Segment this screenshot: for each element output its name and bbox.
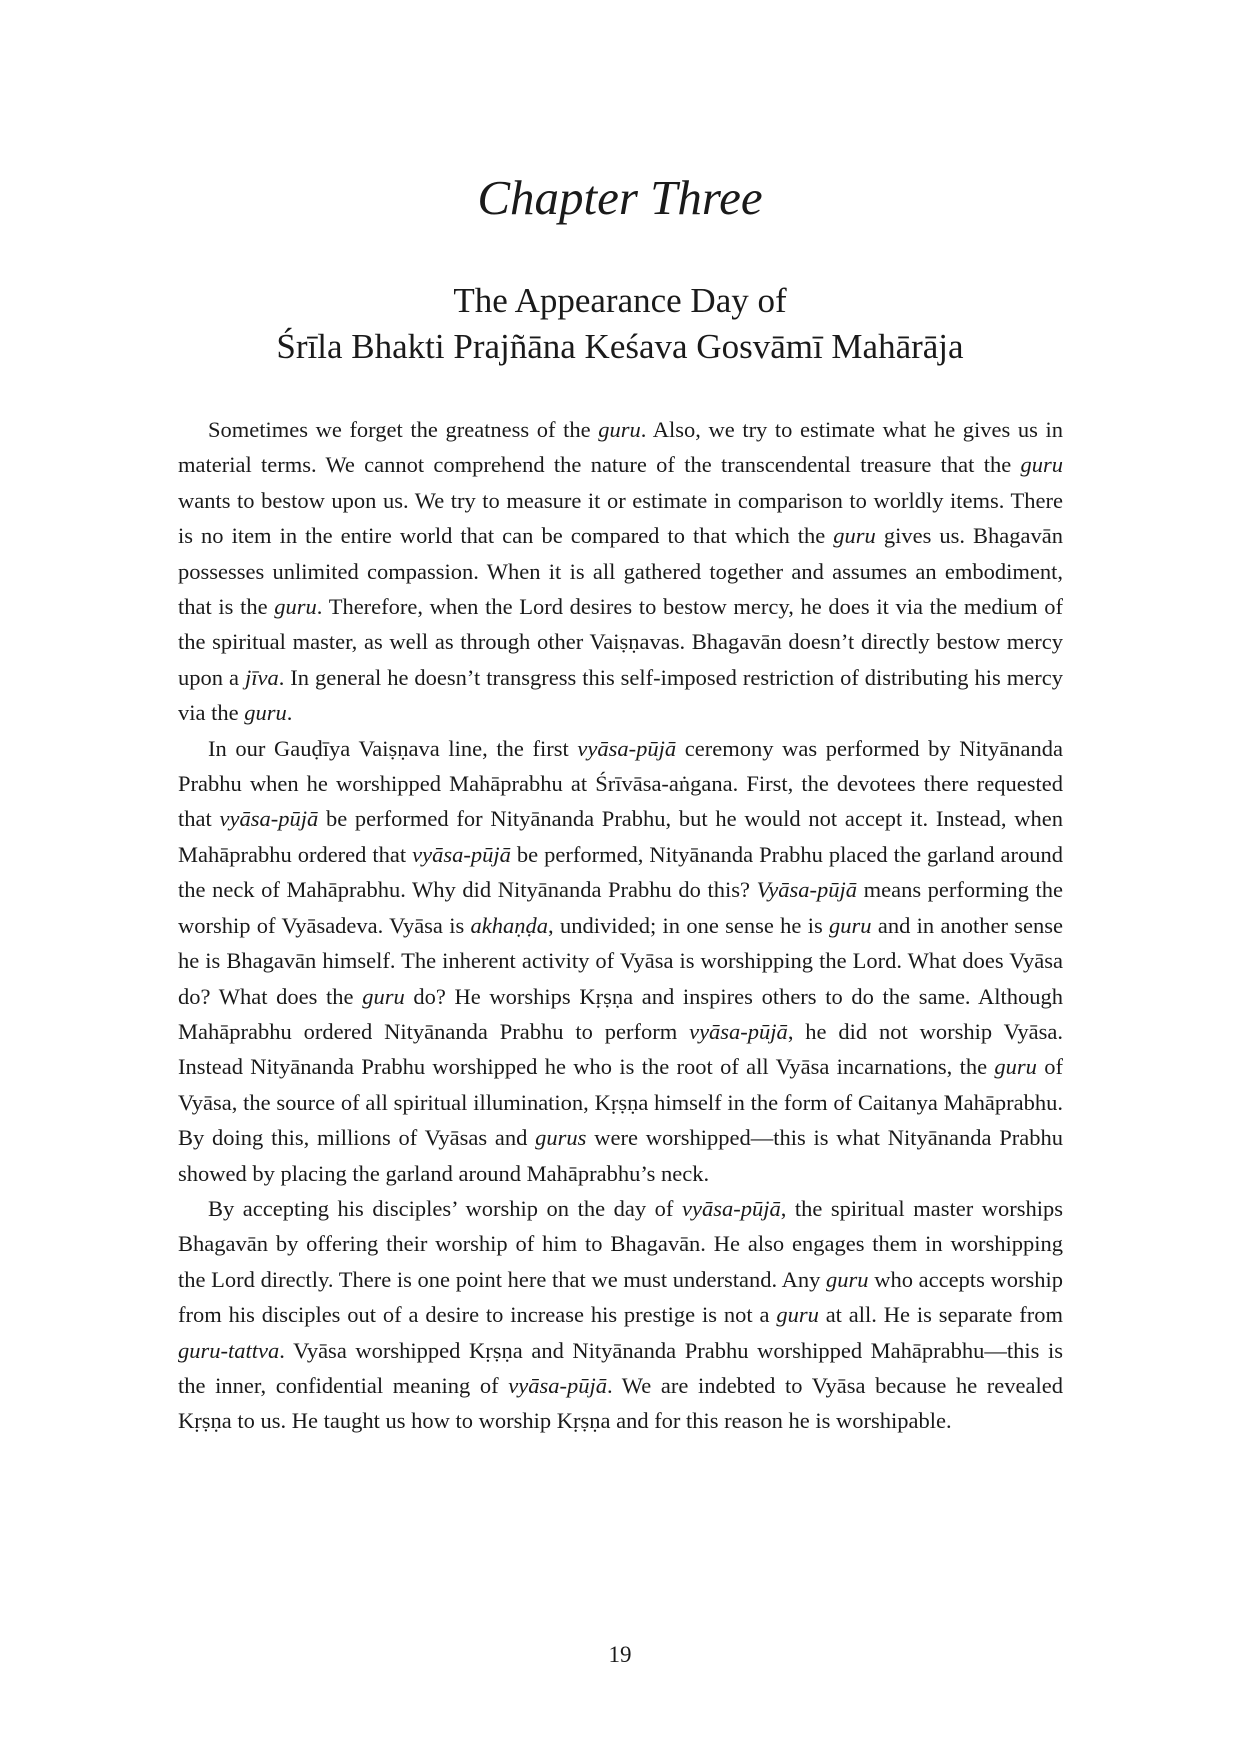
chapter-title-line-1: The Appearance Day of: [453, 281, 787, 320]
italic-term: Vyāsa-pūjā: [756, 877, 857, 903]
paragraph-3: By accepting his disciples’ worship on the day of vyāsa-pūjā, the spiritual master worships Bhagavān by offering their worship of him to Bhagavān. He also engages them in worshipping the Lord directly. There is one point here that we must understand. Any guru who accepts worship from his disciples out of a desire to increase his prestige is not a guru at all. He is separate from guru-tattva. Vyāsa worshipped Kṛṣṇa and Nityānanda Prabhu worshipped Mahāprabhu—this is the inner, confidential meaning of vyāsa-pūjā. We are indebted to Vyāsa because he revealed Kṛṣṇa to us. He taught us how to worship Kṛṣṇa and for this reason he is worshipable.: [178, 1195, 1063, 1434]
italic-term: guru: [833, 523, 876, 549]
italic-term: akhaṇḍa: [470, 912, 549, 938]
italic-term: vyāsa-pūjā: [412, 841, 511, 867]
italic-term: guru: [274, 594, 317, 620]
italic-term: gurus: [535, 1125, 587, 1151]
italic-term: guru: [244, 700, 287, 726]
chapter-label: Chapter Three: [477, 170, 763, 225]
italic-term: vyāsa-pūjā: [508, 1372, 607, 1398]
body-text: [178, 412, 1063, 1439]
italic-term: jīva: [244, 664, 279, 690]
paragraph-1: Sometimes we forget the greatness of the guru. Also, we try to estimate what he gives us in material terms. We cannot comprehend the nature of the transcendental treasure that the guru wants to bestow upon us. We try to measure it or estimate in comparison to worldly items. There is no item in the entire world that can be compared to that which the guru gives us. Bhagavān possesses unlimited compassion. When it is all gathered together and assumes an embodiment, that is the guru. Therefore, when the Lord desires to bestow mercy, he does it via the medium of the spiritual master, as well as through other Vaiṣṇavas. Bhagavān doesn’t directly bestow mercy upon a jīva. In general he doesn’t transgress this self-imposed restriction of distributing his mercy via the guru.: [178, 417, 1064, 726]
italic-term: guru: [994, 1054, 1037, 1080]
italic-term: guru-tattva: [178, 1337, 280, 1363]
paragraph-2: In our Gauḍīya Vaiṣṇava line, the first vyāsa-pūjā ceremony was performed by Nityānanda Prabhu when he worshipped Mahāprabhu at Śrīvāsa-aṅgana. First, the devotees there requested that vyāsa-pūjā be performed for Nityānanda Prabhu, but he would not accept it. Instead, when Mahāprabhu ordered that vyāsa-pūjā be performed, Nityānanda Prabhu placed the garland around the neck of Mahāprabhu. Why did Nityānanda Prabhu do this? Vyāsa-pūjā means performing the worship of Vyāsadeva. Vyāsa is akhaṇḍa, undivided; in one sense he is guru and in another sense he is Bhagavān himself. The inherent activity of Vyāsa is worshipping the Lord. What does Vyāsa do? What does the guru do? He worships Kṛṣṇa and inspires others to do the same. Although Mahāprabhu ordered Nityānanda Prabhu to perform vyāsa-pūjā, he did not worship Vyāsa. Instead Nityānanda Prabhu worshipped he who is the root of all Vyāsa incarnations, the guru of Vyāsa, the source of all spiritual illumination, Kṛṣṇa himself in the form of Caitanya Mahāprabhu. By doing this, millions of Vyāsas and gurus were worshipped—this is what Nityānanda Prabhu showed by placing the garland around Mahāprabhu’s neck.: [178, 735, 1064, 1186]
italic-term: guru: [826, 1266, 869, 1292]
italic-term: guru: [598, 417, 641, 442]
italic-term: vyāsa-pūjā: [219, 806, 319, 832]
italic-term: vyāsa-pūjā: [681, 1195, 781, 1221]
italic-term: vyāsa-pūjā: [577, 735, 677, 761]
italic-term: vyāsa-pūjā: [689, 1018, 788, 1044]
page-number: 19: [608, 1642, 632, 1667]
italic-term: guru: [776, 1302, 819, 1328]
italic-term: guru: [829, 912, 872, 938]
italic-term: guru: [362, 983, 405, 1009]
chapter-title: [0, 278, 1240, 370]
italic-term: guru: [1020, 452, 1063, 478]
chapter-title-line-2: Śrīla Bhakti Prajñāna Keśava Gosvāmī Mahārāja: [276, 327, 964, 366]
